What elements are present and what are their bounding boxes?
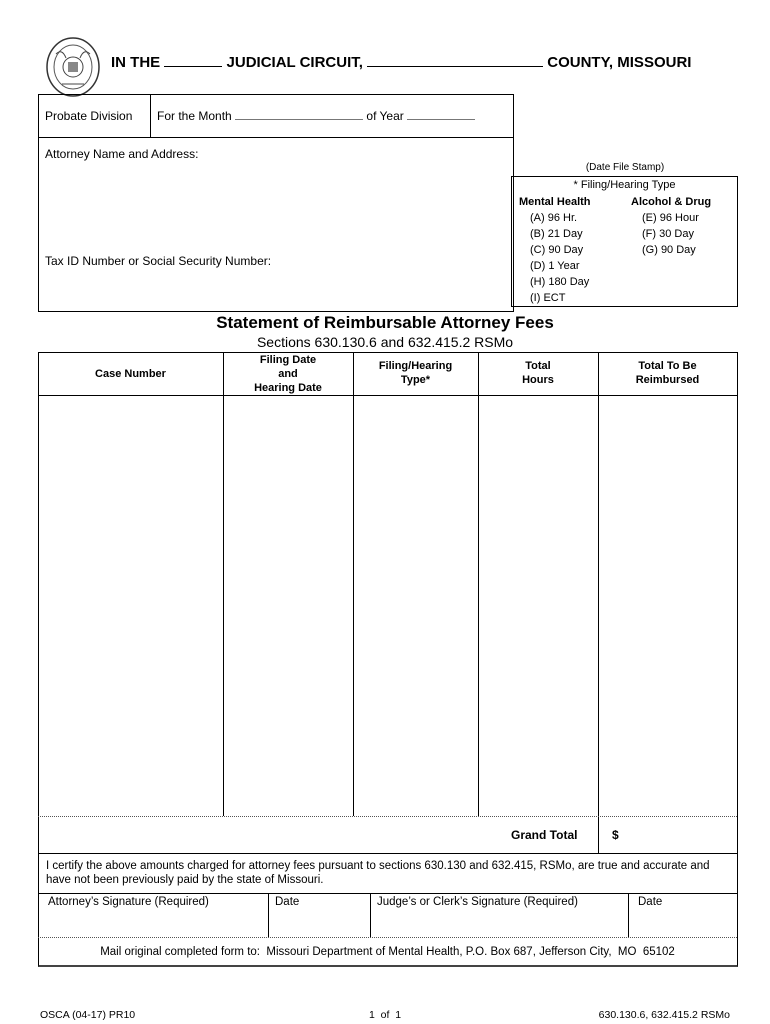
- county-field[interactable]: [367, 66, 543, 67]
- column-header-filing-type: Filing/Hearing Type*: [378, 360, 453, 386]
- filing-type-item: (F) 30 Day: [642, 228, 694, 240]
- month-field[interactable]: [235, 109, 363, 120]
- court-heading: IN THE JUDICIAL CIRCUIT, COUNTY, MISSOURI: [111, 54, 692, 71]
- column-header-case-number: Case Number: [95, 368, 166, 380]
- missouri-seal-icon: [44, 34, 102, 100]
- filing-type-title: * Filing/Hearing Type: [573, 179, 676, 191]
- tax-id-label: Tax ID Number or Social Security Number:: [45, 254, 272, 268]
- filing-type-item: (E) 96 Hour: [642, 212, 699, 224]
- filing-type-item: (D) 1 Year: [530, 260, 580, 272]
- date-file-stamp-label: (Date File Stamp): [585, 162, 665, 173]
- attorney-date-field[interactable]: Date: [275, 896, 300, 908]
- attorney-name-address-label: Attorney Name and Address:: [45, 147, 199, 161]
- filing-type-item: (I) ECT: [530, 292, 566, 304]
- total-reimbursed-column-field[interactable]: [599, 396, 736, 815]
- alcohol-drug-list: Alcohol & Drug (E) 96 Hour (F) 30 Day (G) 90 Day: [631, 196, 712, 256]
- grand-total-field[interactable]: $: [612, 828, 619, 842]
- mailing-instructions: Mail original completed form to: Missouri Department of Mental Health, P.O. Box 687, Jefferson City, MO 65102: [100, 946, 675, 958]
- total-hours-column-field[interactable]: [479, 396, 597, 815]
- column-header-total-hours: Total Hours: [522, 360, 554, 386]
- case-number-column-field[interactable]: [39, 396, 222, 815]
- form-title: Statement of Reimbursable Attorney Fees: [216, 313, 554, 332]
- probate-division-label: Probate Division: [45, 109, 133, 123]
- judge-signature-field[interactable]: Judge’s or Clerk’s Signature (Required): [377, 896, 578, 908]
- column-header-total-reimbursed: Total To Be Reimbursed: [635, 360, 700, 386]
- filing-type-item: (G) 90 Day: [642, 244, 696, 256]
- filing-date-column-field[interactable]: [224, 396, 352, 815]
- grand-total-label: Grand Total: [511, 828, 578, 842]
- mental-health-list: Mental Health (A) 96 Hr. (B) 21 Day (C) 90 Day (D) 1 Year (H) 180 Day (I) ECT: [519, 196, 591, 304]
- form-subtitle: Sections 630.130.6 and 632.415.2 RSMo: [256, 334, 514, 350]
- judge-date-field[interactable]: Date: [638, 896, 663, 908]
- attorney-signature-field[interactable]: Attorney’s Signature (Required): [48, 896, 209, 908]
- filing-type-item: (H) 180 Day: [530, 276, 590, 288]
- statute-reference: 630.130.6, 632.415.2 RSMo: [598, 1009, 730, 1021]
- column-header-filing-date: Filing Date and Hearing Date: [254, 354, 322, 394]
- year-field[interactable]: [407, 109, 475, 120]
- form-id: OSCA (04-17) PR10: [40, 1009, 136, 1021]
- page-number: 1 of 1: [368, 1009, 402, 1021]
- month-year-row: For the Month of Year: [157, 109, 475, 123]
- filing-type-item: (A) 96 Hr.: [530, 212, 578, 224]
- filing-type-column-field[interactable]: [354, 396, 477, 815]
- attorney-name-address-field[interactable]: [44, 166, 504, 246]
- circuit-number-field[interactable]: [164, 66, 222, 67]
- filing-type-item: (C) 90 Day: [530, 244, 584, 256]
- certification-text: I certify the above amounts charged for attorney fees pursuant to sections 630.130 and 632.415, RSMo, are true and accurate and have not been previously paid by the state of Missouri.: [46, 860, 710, 886]
- filing-type-item: (B) 21 Day: [530, 228, 583, 240]
